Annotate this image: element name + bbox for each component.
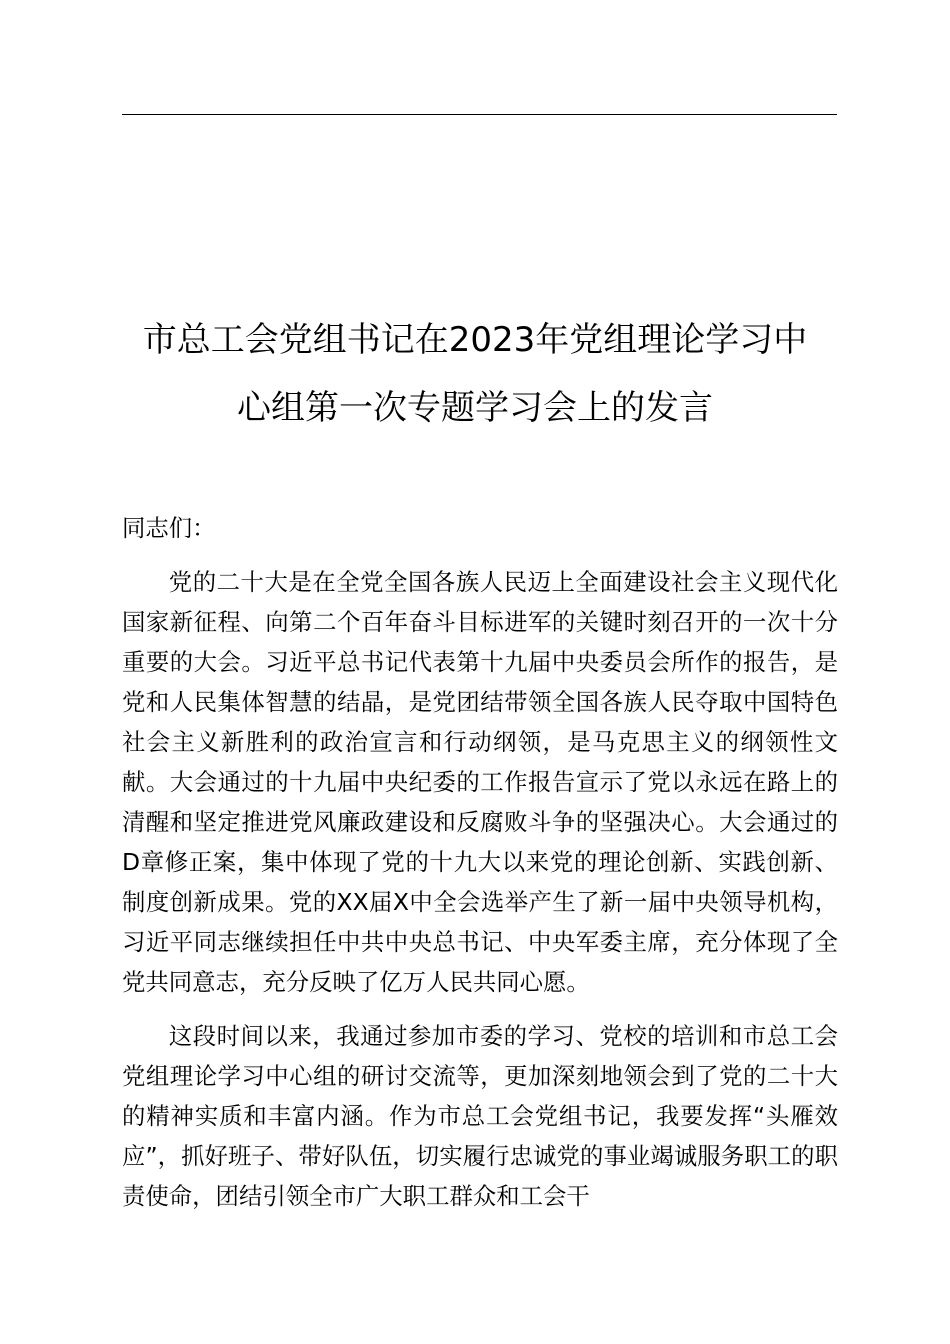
document-title	[100, 306, 850, 442]
salutation: 同志们：	[122, 514, 216, 542]
title-line-2: 心组第一次专题学习会上的发言	[237, 388, 713, 428]
paragraph-1: 党的二十大是在全党全国各族人民迈上全面建设社会主义现代化国家新征程、向第二个百年奋斗目标进军的关键时刻召开的一次十分重要的大会。习近平总书记代表第十九届中央委员会所作的报告，是党和人民集体智慧的结晶，是党团结带领全国各族人民夺取中国特色社会主义新胜利的政治宣言和行动纲领，是马克思主义的纲领性文献。大会通过的十九届中央纪委的工作报告宣示了党以永远在路上的清醒和坚定推进党风廉政建设和反腐败斗争的坚强决心。大会通过的D章修正案，集中体现了党的十九大以来党的理论创新、实践创新、制度创新成果。党的XX届X中全会选举产生了新一届中央领导机构，习近平同志继续担任中共中央总书记、中央军委主席，充分体现了全党共同意志，充分反映了亿万人民共同心愿。	[122, 568, 838, 996]
document-body	[122, 508, 838, 1230]
header-rule	[122, 114, 837, 115]
paragraph-2: 这段时间以来，我通过参加市委的学习、党校的培训和市总工会党组理论学习中心组的研讨交流等，更加深刻地领会到了党的二十大的精神实质和丰富内涵。作为市总工会党组书记，我要发挥“头雁效应”，抓好班子、带好队伍，切实履行忠诚党的事业竭诚服务职工的职责使命，团结引领全市广大职工群众和工会干	[122, 1022, 838, 1210]
title-line-1: 市总工会党组书记在2023年党组理论学习中	[142, 320, 808, 360]
